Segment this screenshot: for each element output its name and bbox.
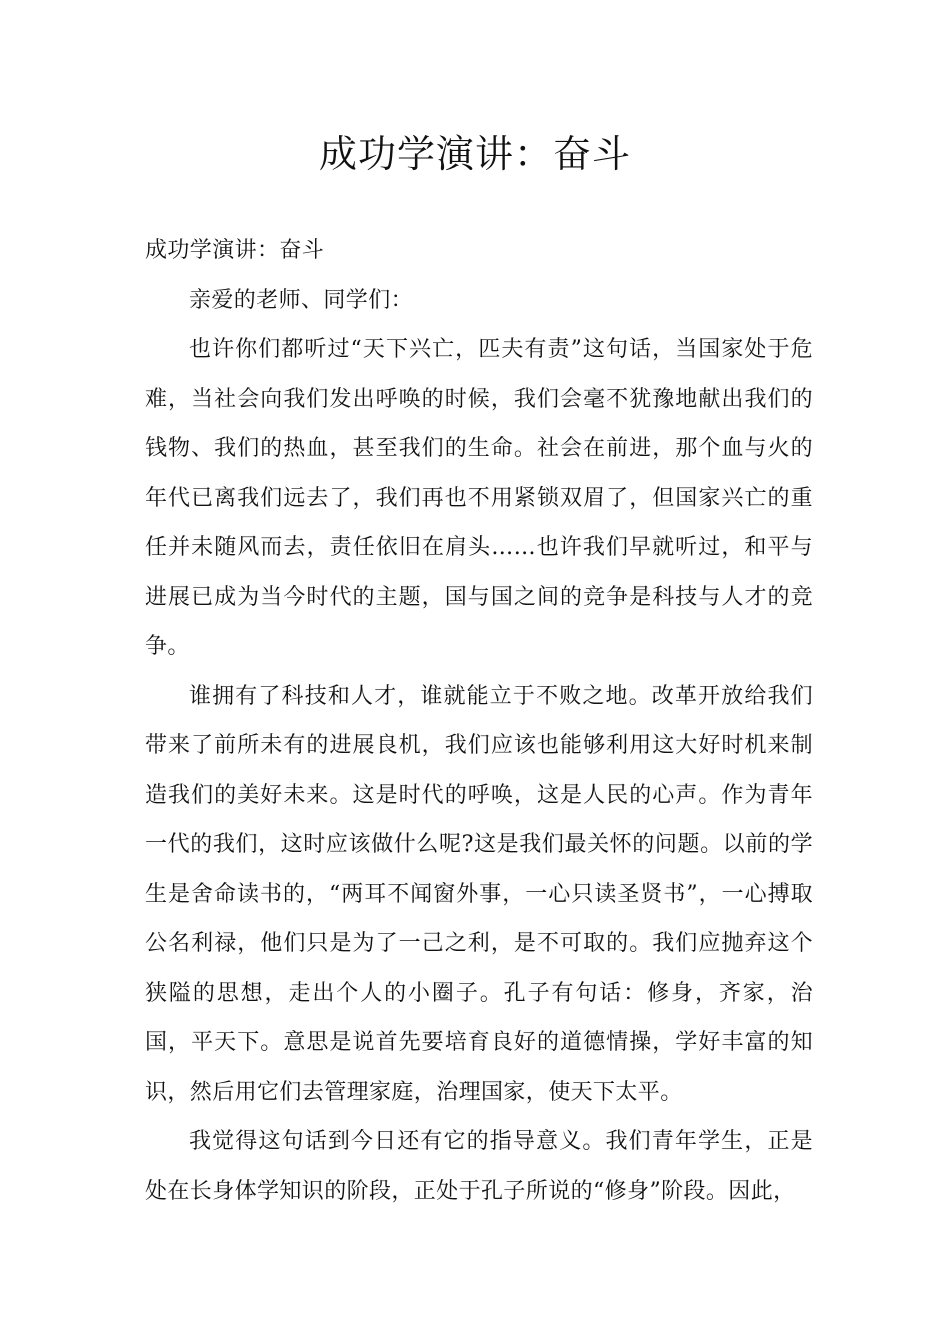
paragraph: 谁拥有了科技和人才，谁就能立于不败之地。改革开放给我们带来了前所未有的进展良机，我们应该也能够利用这大好时机来制造我们的美好未来。这是时代的呼唤，这是人民的心声。作为青年一代的我们，这时应该做什么呢?这是我们最关怀的问题。以前的学生是舍命读书的，“两耳不闻窗外事，一心只读圣贤书”，一心搏取公名利禄，他们只是为了一己之利，是不可取的。我们应抛弃这个狭隘的思想，走出个人的小圈子。孔子有句话：修身，齐家，治国，平天下。意思是说首先要培育良好的道德情操，学好丰富的知识，然后用它们去管理家庭，治理国家，使天下太平。 — [145, 683, 813, 1105]
document-title: 成功学演讲：奋斗 — [318, 132, 631, 176]
paragraph-heading: 成功学演讲：奋斗 — [145, 238, 325, 263]
paragraph: 我觉得这句话到今日还有它的指导意义。我们青年学生，正是处在长身体学知识的阶段，正处于孔子所说的“修身”阶段。因此， — [145, 1129, 813, 1204]
paragraph-salutation: 亲爱的老师、同学们： — [189, 287, 414, 313]
document-body — [145, 226, 813, 1216]
paragraph: 也许你们都听过“天下兴亡，匹夫有责”这句话，当国家处于危难，当社会向我们发出呼唤的时候，我们会毫不犹豫地献出我们的钱物、我们的热血，甚至我们的生命。社会在前进，那个血与火的年代已离我们远去了，我们再也不用紧锁双眉了，但国家兴亡的重任并未随风而去，责任依旧在肩头……也许我们早就听过，和平与进展已成为当今时代的主题，国与国之间的竞争是科技与人才的竞争。 — [145, 337, 813, 659]
